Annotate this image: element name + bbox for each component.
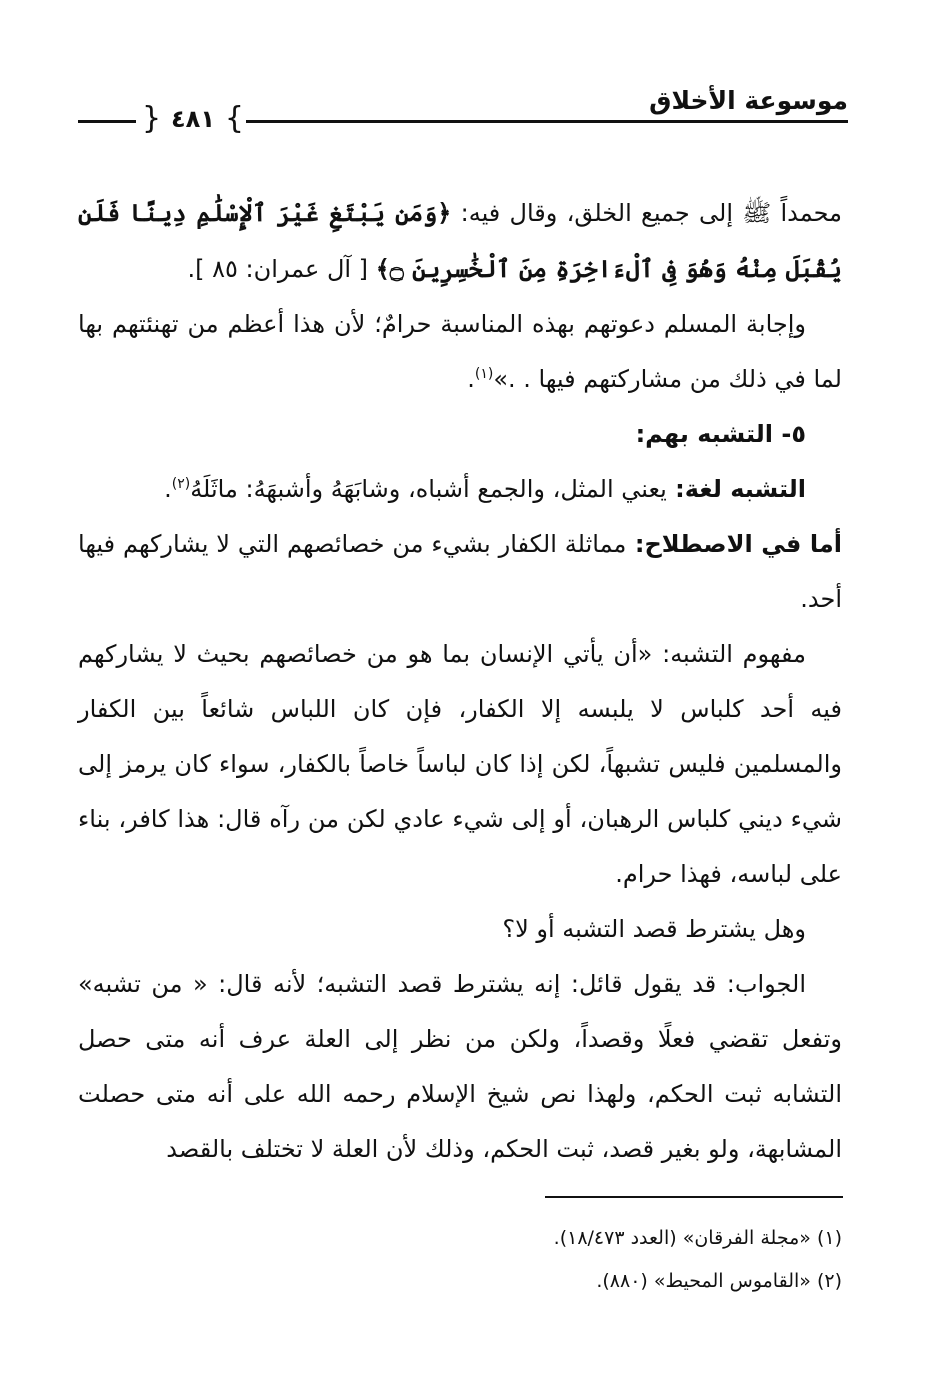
paragraph-5	[78, 517, 842, 627]
paragraph-4-text: يعني المثل، والجمع أشباه، وشابَهَهُ وأشبهَهُ: ماثَلَهُ	[190, 475, 667, 503]
page-number: } ٤٨١ {	[150, 100, 236, 138]
term-label-linguistic: التشبه لغة:	[666, 475, 806, 503]
page-header	[78, 80, 848, 150]
verse-reference: [ آل عمران: ٨٥ ].	[187, 255, 376, 283]
footnote-ref-2[interactable]: (٢)	[171, 476, 191, 492]
footnote-1: (١) «مجلة الفرقان» (العدد ١٨/٤٧٣).	[553, 1227, 842, 1249]
paragraph-7: وهل يشترط قصد التشبه أو لا؟	[502, 915, 806, 943]
paragraph-2-end: .	[467, 365, 475, 393]
quran-verse: ﴿وَمَن يَبْتَغِ غَيْرَ ٱلْإِسْلَٰمِ دِينًا فَلَن يُقْبَلَ مِنْهُ وَهُوَ فِى ٱلْءَاخِرَةِ مِنَ ٱلْخَٰسِرِينَ ۝﴾	[78, 198, 842, 283]
paragraph-2-text: وإجابة المسلم دعوتهم بهذه المناسبة حرامٌ؛ لأن هذا أعظم من تهنئتهم بها لما في ذلك من مشاركتهم فيها . .»	[78, 310, 842, 393]
footnote-ref-1[interactable]: (١)	[474, 366, 494, 382]
paragraph-6: مفهوم التشبه: «أن يأتي الإنسان بما هو من خصائصهم بحيث لا يشاركهم فيه أحد كلباس لا يلبسه إلا الكفار، فإن كان اللباس شائعاً بين الكفار والمسلمين فليس تشبهاً، لكن إذا كان لباساً خاصاً بالكفار، سواء كان يرمز إلى شيء ديني كلباس الرهبان، أو إلى شيء عادي لكن من رآه قال: هذا كافر، بناء على لباسه، فهذا حرام.	[78, 640, 842, 888]
paragraph-4-end: .	[164, 475, 172, 503]
header-rule-right	[246, 120, 848, 123]
paragraph-2	[78, 297, 842, 407]
paragraph-5-text: مماثلة الكفار بشيء من خصائصهم التي لا يشاركهم فيها أحد.	[78, 530, 842, 613]
term-label-technical: أما في الاصطلاح:	[626, 530, 842, 558]
paragraph-1	[78, 185, 842, 297]
book-title: موسوعة الأخلاق	[649, 86, 848, 115]
header-rule-left	[78, 120, 136, 123]
page-body	[78, 185, 842, 1177]
footnote-divider	[545, 1196, 843, 1198]
paragraph-1-text: محمداً ﷺ إلى جميع الخلق، وقال فيه:	[451, 199, 842, 227]
footnote-2: (٢) «القاموس المحيط» (٨٨٠).	[596, 1270, 842, 1292]
footnotes	[78, 1217, 842, 1303]
paragraph-4	[78, 462, 842, 517]
paragraph-8: الجواب: قد يقول قائل: إنه يشترط قصد التشبه؛ لأنه قال: « من تشبه» وتفعل تقضي فعلًا وقصداً، ولكن من نظر إلى العلة عرف أنه متى حصل التشابه ثبت الحكم، ولهذا نص شيخ الإسلام رحمه الله على أنه متى حصلت المشابهة، ولو بغير قصد، ثبت الحكم، وذلك لأن العلة لا تختلف بالقصد	[78, 970, 842, 1163]
section-heading: ٥- التشبه بهم:	[635, 420, 806, 448]
